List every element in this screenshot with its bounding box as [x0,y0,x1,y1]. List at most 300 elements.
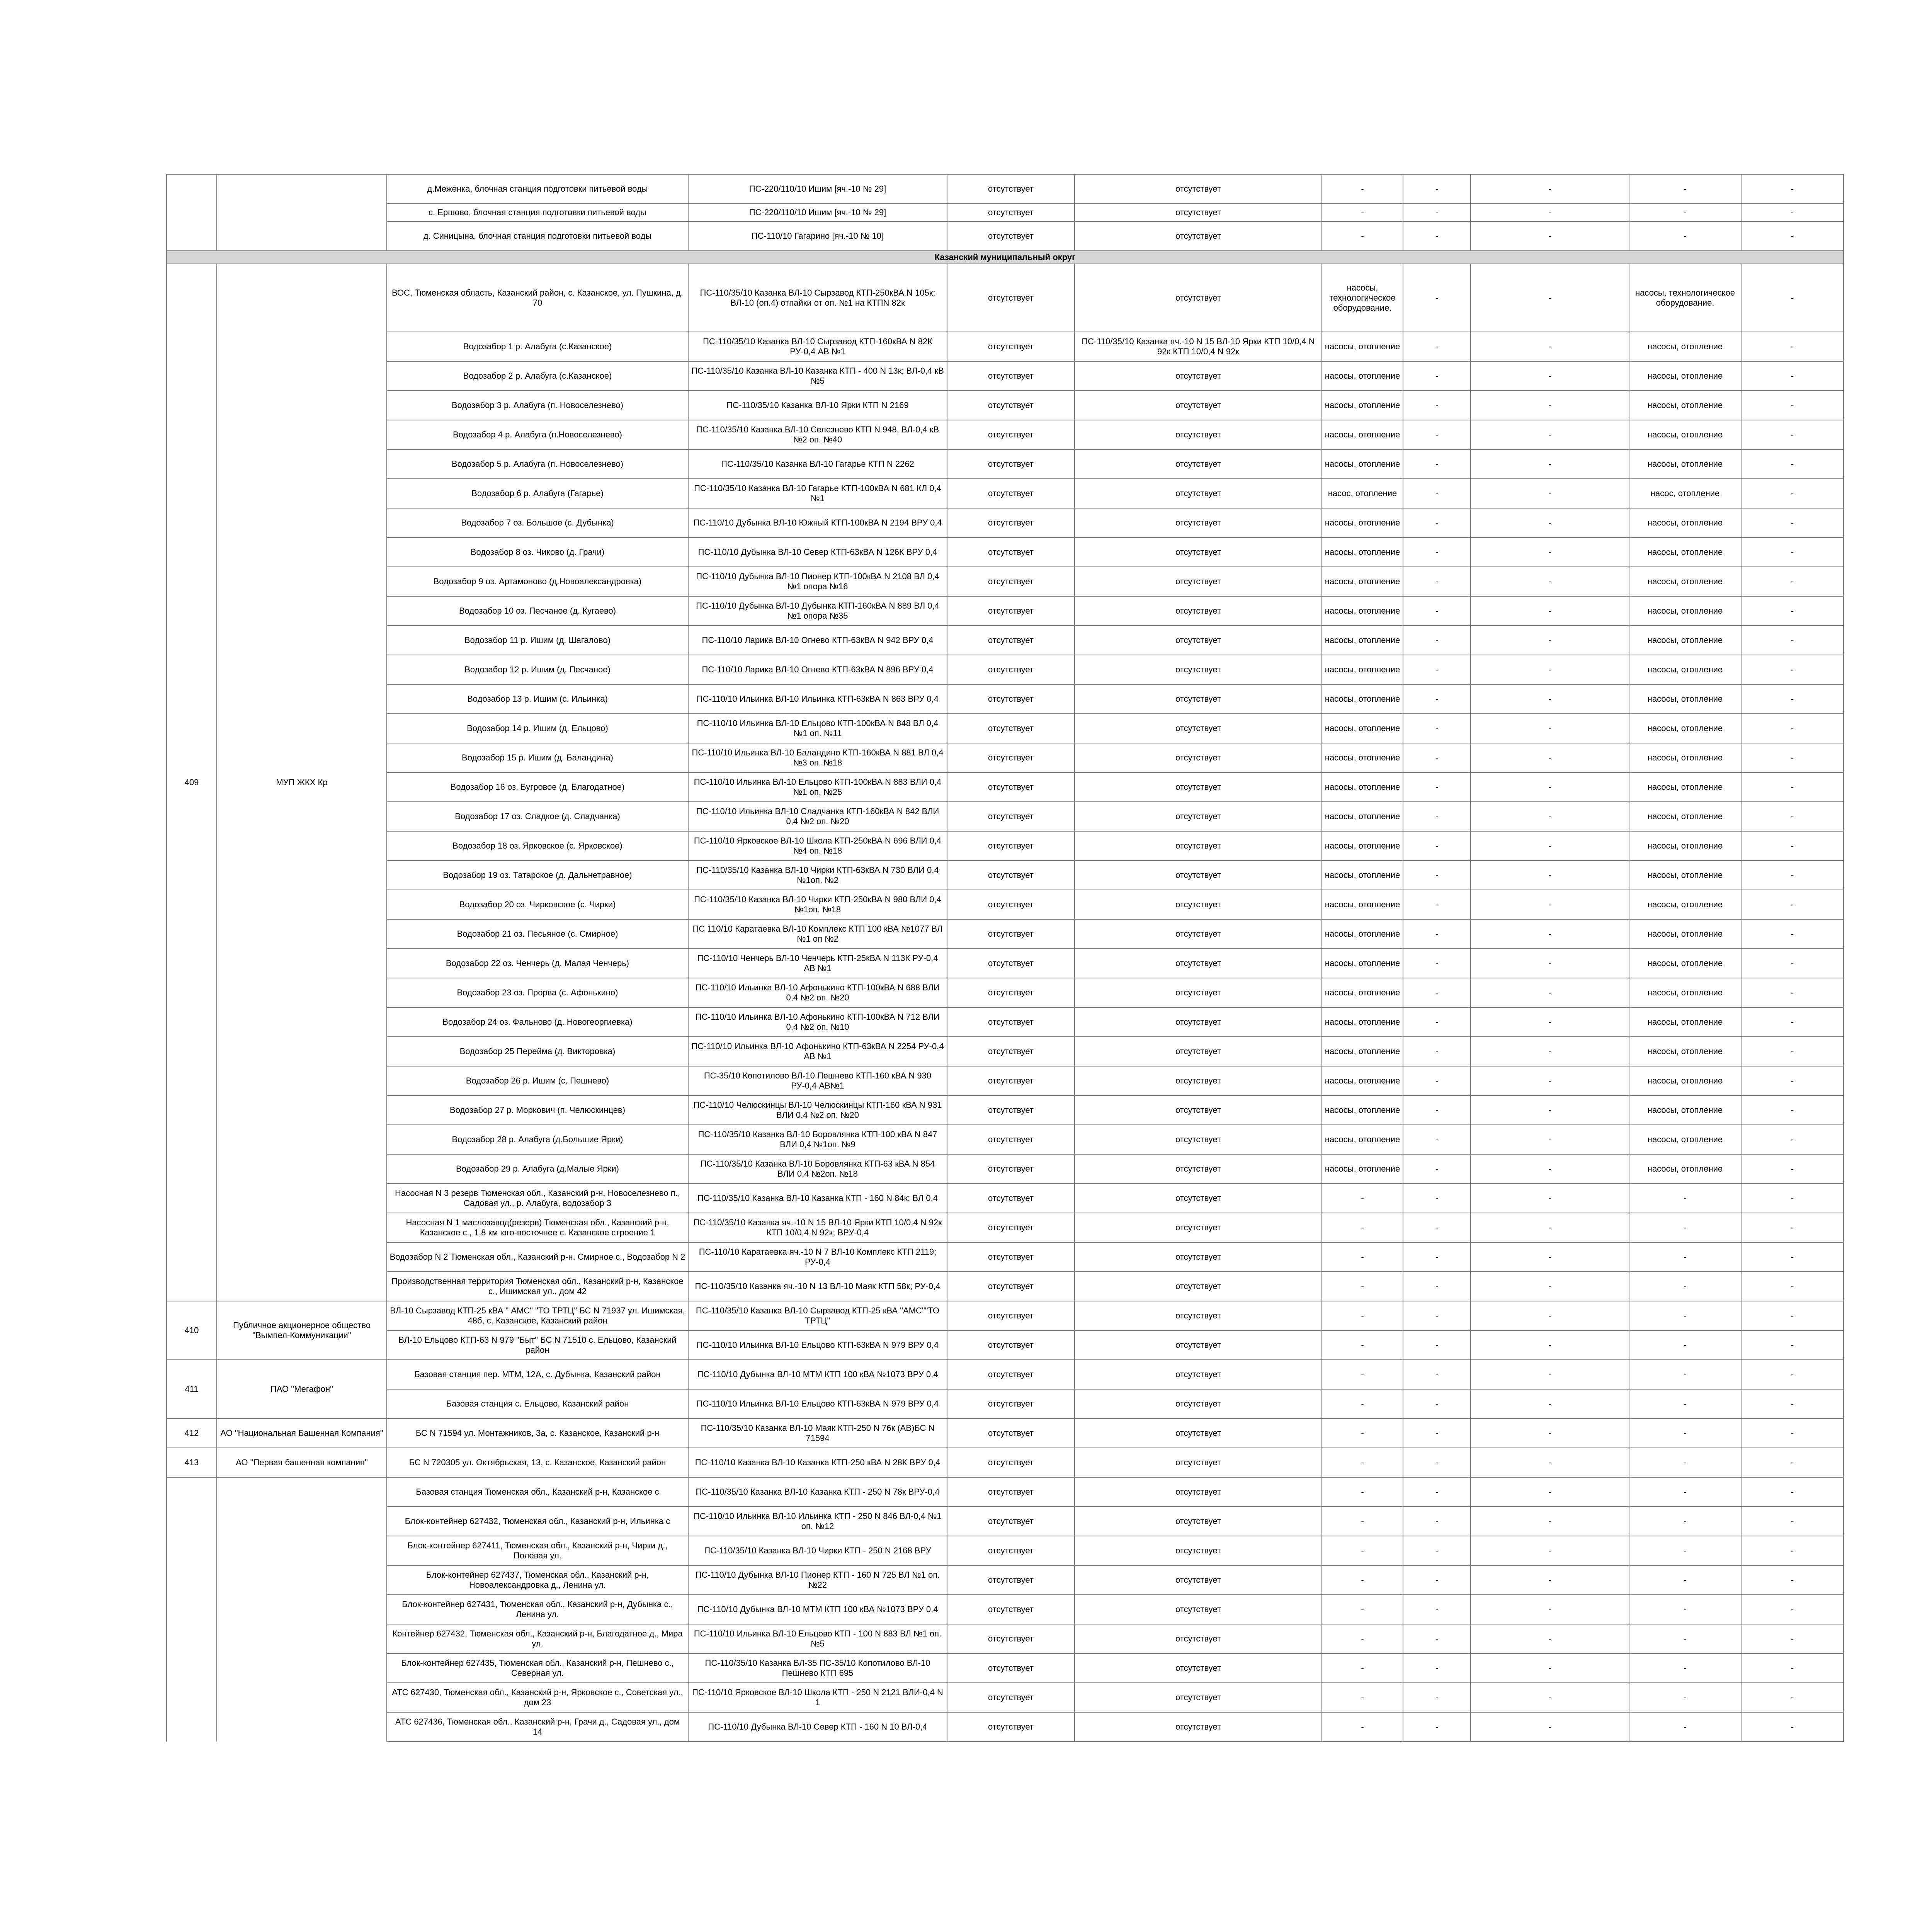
cell-c6: - [1322,1213,1403,1242]
cell-c5: отсутствует [1075,831,1322,861]
cell-c4: отсутствует [947,1184,1075,1213]
cell-c5: отсутствует [1075,949,1322,978]
cell-c6: - [1322,1242,1403,1272]
cell-c8: - [1471,508,1629,538]
cell-c10: - [1741,861,1844,890]
cell-name: АТС 627436, Тюменская обл., Казанский р-н, Грачи д., Садовая ул., дом 14 [387,1712,688,1742]
cell-c6: - [1322,1184,1403,1213]
cell-c4: отсутствует [947,714,1075,743]
cell-num [167,204,217,221]
table-row [167,655,1844,684]
cell-name: Водозабор 9 оз. Артамоново (д.Новоалександровка) [387,567,688,596]
cell-c7: - [1403,1242,1471,1272]
cell-source: ПС-110/10 Ильинка ВЛ-10 Афонькино КТП-63кВА N 2254 РУ-0,4 АВ №1 [688,1037,947,1066]
cell-c8: - [1471,449,1629,479]
cell-c10: - [1741,1095,1844,1125]
cell-c6: насосы, отопление [1322,1066,1403,1095]
cell-c8: - [1471,479,1629,508]
cell-c10: - [1741,1184,1844,1213]
cell-name: Водозабор 22 оз. Ченчерь (д. Малая Ченчерь) [387,949,688,978]
cell-c4: отсутствует [947,1389,1075,1419]
cell-name: ВОС, Тюменская область, Казанский район, с. Казанское, ул. Пушкина, д. 70 [387,264,688,332]
cell-c9: - [1629,1330,1741,1360]
cell-name: БС N 71594 ул. Монтажников, 3а, с. Казанское, Казанский р-н [387,1419,688,1448]
cell-name: Водозабор 19 оз. Татарское (д. Дальнетравное) [387,861,688,890]
table-row [167,1536,1844,1565]
cell-c6: насосы, отопление [1322,508,1403,538]
cell-c4: отсутствует [947,949,1075,978]
cell-c5: отсутствует [1075,1007,1322,1037]
cell-c5: отсутствует [1075,449,1322,479]
cell-source: ПС-110/10 Дубынка ВЛ-10 МТМ КТП 100 кВА №1073 ВРУ 0,4 [688,1360,947,1389]
cell-name: Водозабор 13 р. Ишим (с. Ильинка) [387,684,688,714]
cell-c4: отсутствует [947,1683,1075,1712]
cell-source: ПС-110/35/10 Казанка ВЛ-10 Чирки КТП-250кВА N 980 ВЛИ 0,4 №1оп. №18 [688,890,947,919]
cell-c5: отсутствует [1075,1477,1322,1507]
cell-c9: насосы, отопление [1629,802,1741,831]
cell-c4: отсутствует [947,264,1075,332]
cell-c7: - [1403,949,1471,978]
cell-c5: отсутствует [1075,1037,1322,1066]
cell-source: ПС-110/10 Ильинка ВЛ-10 Афонькино КТП-100кВА N 712 ВЛИ 0,4 №2 оп. №10 [688,1007,947,1037]
cell-c10: - [1741,204,1844,221]
cell-source: ПС-110/35/10 Казанка яч.-10 N 15 ВЛ-10 Ярки КТП 10/0,4 N 92к КТП 10/0,4 N 92к; ВРУ-0,4 [688,1213,947,1242]
table-row [167,1360,1844,1389]
cell-c9: - [1629,1536,1741,1565]
cell-c5: отсутствует [1075,919,1322,949]
cell-c10: - [1741,714,1844,743]
cell-c10: - [1741,626,1844,655]
cell-c5: отсутствует [1075,1301,1322,1330]
cell-name: Водозабор N 2 Тюменская обл., Казанский р-н, Смирное с., Водозабор N 2 [387,1242,688,1272]
cell-name: Блок-контейнер 627432, Тюменская обл., Казанский р-н, Ильинка с [387,1507,688,1536]
cell-c8: - [1471,743,1629,772]
cell-c6: - [1322,1272,1403,1301]
cell-c4: отсутствует [947,204,1075,221]
cell-c9: насосы, отопление [1629,1007,1741,1037]
cell-c4: отсутствует [947,1360,1075,1389]
cell-c7: - [1403,1624,1471,1653]
cell-c5: отсутствует [1075,1272,1322,1301]
cell-c6: - [1322,1477,1403,1507]
table-row [167,919,1844,949]
cell-c4: отсутствует [947,1037,1075,1066]
cell-name: Производственная территория Тюменская обл., Казанский р-н, Казанское с., Ишимская ул., дом 42 [387,1272,688,1301]
cell-c4: отсутствует [947,802,1075,831]
cell-c7: - [1403,714,1471,743]
cell-source: ПС-110/10 Ильинка ВЛ-10 Ельцово КТП-63кВА N 979 ВРУ 0,4 [688,1330,947,1360]
table-row [167,890,1844,919]
cell-c8: - [1471,361,1629,391]
org-name: АО "Первая башенная компания" [217,1448,387,1477]
cell-c10: - [1741,508,1844,538]
table-row [167,204,1844,221]
cell-name: д. Синицына, блочная станция подготовки питьевой воды [387,221,688,251]
cell-c9: насосы, отопление [1629,596,1741,626]
cell-c6: насосы, отопление [1322,567,1403,596]
cell-source: ПС-110/35/10 Казанка ВЛ-10 Чирки КТП-63кВА N 730 ВЛИ 0,4 №1оп. №2 [688,861,947,890]
cell-name: Блок-контейнер 627437, Тюменская обл., Казанский р-н, Новоалександровка д., Ленина ул. [387,1565,688,1595]
cell-c6: насосы, отопление [1322,538,1403,567]
cell-c9: насосы, отопление [1629,978,1741,1007]
cell-source: ПС-110/35/10 Казанка ВЛ-10 Чирки КТП - 250 N 2168 ВРУ [688,1536,947,1565]
cell-c4: отсутствует [947,1125,1075,1154]
cell-c10: - [1741,1565,1844,1595]
cell-c10: - [1741,1037,1844,1066]
cell-c10: - [1741,1624,1844,1653]
table-row [167,1066,1844,1095]
cell-c10: - [1741,479,1844,508]
cell-c8: - [1471,1184,1629,1213]
cell-c10: - [1741,1536,1844,1565]
cell-c8: - [1471,264,1629,332]
cell-source: ПС-110/35/10 Казанка ВЛ-35 ПС-35/10 Копотилово ВЛ-10 Пешнево КТП 695 [688,1653,947,1683]
cell-c9: насосы, отопление [1629,861,1741,890]
cell-c8: - [1471,1095,1629,1125]
cell-name: Блок-контейнер 627435, Тюменская обл., Казанский р-н, Пешнево с., Северная ул. [387,1653,688,1683]
cell-c10: - [1741,1066,1844,1095]
cell-c6: насосы, отопление [1322,772,1403,802]
cell-c7: - [1403,1712,1471,1742]
cell-c10: - [1741,1360,1844,1389]
cell-c7: - [1403,204,1471,221]
cell-c7: - [1403,978,1471,1007]
cell-c8: - [1471,1536,1629,1565]
cell-c5: отсутствует [1075,1242,1322,1272]
table-row [167,1272,1844,1301]
cell-c7: - [1403,1477,1471,1507]
cell-name: Водозабор 25 Перейма (д. Викторовка) [387,1037,688,1066]
cell-c8: - [1471,204,1629,221]
cell-c9: - [1629,1242,1741,1272]
table-row [167,626,1844,655]
cell-c4: отсутствует [947,538,1075,567]
cell-c7: - [1403,655,1471,684]
cell-c5: отсутствует [1075,1507,1322,1536]
cell-c6: насосы, отопление [1322,655,1403,684]
org-number [167,1477,217,1742]
cell-c8: - [1471,890,1629,919]
cell-source: ПС-110/10 Ильинка ВЛ-10 Ельцово КТП-63кВА N 979 ВРУ 0,4 [688,1389,947,1419]
cell-name: Водозабор 14 р. Ишим (д. Ельцово) [387,714,688,743]
cell-source: ПС-110/35/10 Казанка ВЛ-10 Селезнево КТП N 948, ВЛ-0,4 кВ №2 оп. №40 [688,420,947,449]
cell-c5: отсутствует [1075,508,1322,538]
table-row [167,538,1844,567]
cell-c8: - [1471,420,1629,449]
cell-c8: - [1471,221,1629,251]
cell-source: ПС-110/10 Казанка ВЛ-10 Казанка КТП-250 кВА N 28К ВРУ 0,4 [688,1448,947,1477]
cell-c7: - [1403,1301,1471,1330]
cell-c5: отсутствует [1075,978,1322,1007]
cell-num [167,221,217,251]
cell-c9: насосы, отопление [1629,1037,1741,1066]
cell-source: ПС-110/10 Ченчерь ВЛ-10 Ченчерь КТП-25кВА N 113К РУ-0,4 АВ №1 [688,949,947,978]
table-row [167,1330,1844,1360]
cell-c8: - [1471,567,1629,596]
cell-c10: - [1741,1419,1844,1448]
cell-c9: насосы, отопление [1629,420,1741,449]
cell-c5: ПС-110/35/10 Казанка яч.-10 N 15 ВЛ-10 Ярки КТП 10/0,4 N 92к КТП 10/0,4 N 92к [1075,332,1322,361]
cell-source: ПС-110/35/10 Казанка ВЛ-10 Боровлянка КТП-100 кВА N 847 ВЛИ 0,4 №1оп. №9 [688,1125,947,1154]
cell-c5: отсутствует [1075,1389,1322,1419]
table-row [167,1154,1844,1184]
cell-name: Водозабор 26 р. Ишим (с. Пешнево) [387,1066,688,1095]
cell-c9: насосы, отопление [1629,919,1741,949]
cell-name: Водозабор 15 р. Ишим (д. Баландина) [387,743,688,772]
cell-c5: отсутствует [1075,1330,1322,1360]
cell-name: Водозабор 21 оз. Песьяное (с. Смирное) [387,919,688,949]
table-row [167,1683,1844,1712]
cell-c4: отсутствует [947,1242,1075,1272]
cell-c10: - [1741,1125,1844,1154]
cell-c9: насосы, отопление [1629,743,1741,772]
cell-c4: отсутствует [947,1477,1075,1507]
cell-c6: насосы, отопление [1322,332,1403,361]
table-row [167,861,1844,890]
cell-c9: насосы, отопление [1629,567,1741,596]
org-name: ПАО "Мегафон" [217,1360,387,1419]
cell-c9: насосы, отопление [1629,890,1741,919]
cell-c8: - [1471,1595,1629,1624]
cell-c10: - [1741,264,1844,332]
cell-source: ПС-220/110/10 Ишим [яч.-10 № 29] [688,174,947,204]
cell-c6: - [1322,1536,1403,1565]
cell-c10: - [1741,831,1844,861]
table-row [167,1477,1844,1507]
cell-c7: - [1403,919,1471,949]
org-name [217,1477,387,1742]
cell-c6: насосы, отопление [1322,596,1403,626]
cell-c9: насосы, отопление [1629,714,1741,743]
cell-c6: - [1322,221,1403,251]
cell-c6: насосы, отопление [1322,802,1403,831]
cell-c6: насосы, отопление [1322,1007,1403,1037]
cell-c8: - [1471,684,1629,714]
table-row [167,949,1844,978]
cell-c5: отсутствует [1075,1653,1322,1683]
cell-c8: - [1471,391,1629,420]
table-row [167,391,1844,420]
org-name: МУП ЖКХ Кр [217,264,387,1301]
power-supply-table [166,174,1844,1742]
cell-c4: отсутствует [947,861,1075,890]
cell-c7: - [1403,1360,1471,1389]
cell-c9: - [1629,1360,1741,1389]
cell-c8: - [1471,1712,1629,1742]
cell-c6: - [1322,1389,1403,1419]
cell-c7: - [1403,1683,1471,1712]
cell-c10: - [1741,743,1844,772]
cell-source: ПС-110/35/10 Казанка ВЛ-10 Сырзавод КТП-160кВА N 82К РУ-0,4 АВ №1 [688,332,947,361]
cell-c10: - [1741,1301,1844,1330]
cell-c7: - [1403,264,1471,332]
cell-source: ПС-110/35/10 Казанка ВЛ-10 Маяк КТП-250 N 76к (АВ)БС N 71594 [688,1419,947,1448]
cell-name: Контейнер 627432, Тюменская обл., Казанский р-н, Благодатное д., Мира ул. [387,1624,688,1653]
cell-c5: отсутствует [1075,204,1322,221]
cell-c9: насосы, отопление [1629,1095,1741,1125]
cell-c7: - [1403,1007,1471,1037]
cell-c4: отсутствует [947,361,1075,391]
cell-c9: насосы, отопление [1629,449,1741,479]
cell-source: ПС-110/10 Ларика ВЛ-10 Огнево КТП-63кВА N 896 ВРУ 0,4 [688,655,947,684]
cell-c7: - [1403,449,1471,479]
cell-source: ПС-110/10 Ильинка ВЛ-10 Ельцово КТП-100кВА N 848 ВЛ 0,4 №1 оп. №11 [688,714,947,743]
cell-c10: - [1741,1595,1844,1624]
cell-c6: насосы, технологическое оборудование. [1322,264,1403,332]
cell-c9: - [1629,1184,1741,1213]
cell-c7: - [1403,684,1471,714]
cell-c5: отсутствует [1075,1448,1322,1477]
cell-c5: отсутствует [1075,1184,1322,1213]
cell-c9: насосы, отопление [1629,772,1741,802]
cell-c9: - [1629,221,1741,251]
cell-c9: - [1629,1507,1741,1536]
cell-c4: отсутствует [947,831,1075,861]
cell-name: ВЛ-10 Сырзавод КТП-25 кВА " АМС" "ТО ТРТЦ" БС N 71937 ул. Ишимская, 48б, с. Казанское, Казанский район [387,1301,688,1330]
cell-c9: насосы, отопление [1629,949,1741,978]
cell-c8: - [1471,174,1629,204]
cell-c6: насосы, отопление [1322,890,1403,919]
cell-c7: - [1403,626,1471,655]
table-row [167,1419,1844,1448]
cell-c10: - [1741,332,1844,361]
cell-c7: - [1403,1389,1471,1419]
cell-c4: отсутствует [947,1213,1075,1242]
cell-c7: - [1403,831,1471,861]
cell-c7: - [1403,479,1471,508]
cell-c4: отсутствует [947,1565,1075,1595]
cell-c8: - [1471,861,1629,890]
cell-c10: - [1741,1330,1844,1360]
cell-c10: - [1741,978,1844,1007]
cell-source: ПС-110/10 Гагарино [яч.-10 № 10] [688,221,947,251]
cell-name: Водозабор 8 оз. Чиково (д. Грачи) [387,538,688,567]
cell-c5: отсутствует [1075,1595,1322,1624]
cell-c9: - [1629,1565,1741,1595]
table-row [167,1007,1844,1037]
cell-c9: насос, отопление [1629,479,1741,508]
cell-c6: насосы, отопление [1322,684,1403,714]
table-row [167,1653,1844,1683]
cell-c7: - [1403,538,1471,567]
cell-c10: - [1741,1007,1844,1037]
cell-c10: - [1741,1683,1844,1712]
cell-c8: - [1471,1477,1629,1507]
cell-c5: отсутствует [1075,221,1322,251]
table-row [167,684,1844,714]
cell-c8: - [1471,949,1629,978]
cell-c4: отсутствует [947,655,1075,684]
cell-c5: отсутствует [1075,1066,1322,1095]
table-row [167,1037,1844,1066]
cell-source: ПС-110/10 Ильинка ВЛ-10 Сладчанка КТП-160кВА N 842 ВЛИ 0,4 №2 оп. №20 [688,802,947,831]
table-row [167,1213,1844,1242]
table-row [167,479,1844,508]
cell-c5: отсутствует [1075,743,1322,772]
cell-c4: отсутствует [947,772,1075,802]
cell-c7: - [1403,772,1471,802]
cell-c7: - [1403,861,1471,890]
cell-name: АТС 627430, Тюменская обл., Казанский р-н, Ярковское с., Советская ул., дом 23 [387,1683,688,1712]
cell-c10: - [1741,1477,1844,1507]
cell-c6: насосы, отопление [1322,449,1403,479]
cell-c5: отсутствует [1075,1360,1322,1389]
cell-c10: - [1741,655,1844,684]
cell-c5: отсутствует [1075,361,1322,391]
org-number: 410 [167,1301,217,1360]
cell-c5: отсутствует [1075,802,1322,831]
table-row [167,596,1844,626]
cell-c10: - [1741,684,1844,714]
cell-c7: - [1403,1095,1471,1125]
cell-name: Водозабор 5 р. Алабуга (п. Новоселезнево) [387,449,688,479]
section-header-row [167,251,1844,264]
cell-c7: - [1403,1037,1471,1066]
cell-c5: отсутствует [1075,174,1322,204]
cell-source: ПС-110/35/10 Казанка ВЛ-10 Гагарье КТП-100кВА N 681 КЛ 0,4 №1 [688,479,947,508]
table-row [167,1507,1844,1536]
cell-c4: отсутствует [947,1448,1075,1477]
cell-c7: - [1403,1154,1471,1184]
org-number: 411 [167,1360,217,1419]
cell-c6: - [1322,174,1403,204]
cell-c10: - [1741,949,1844,978]
cell-c8: - [1471,1507,1629,1536]
cell-c9: - [1629,1272,1741,1301]
cell-c6: - [1322,204,1403,221]
cell-name: Водозабор 16 оз. Бугровое (д. Благодатное) [387,772,688,802]
cell-c10: - [1741,391,1844,420]
cell-c4: отсутствует [947,743,1075,772]
cell-source: ПС-110/35/10 Казанка ВЛ-10 Казанка КТП - 250 N 78к ВРУ-0,4 [688,1477,947,1507]
cell-c6: насосы, отопление [1322,1095,1403,1125]
cell-c4: отсутствует [947,332,1075,361]
cell-c6: насосы, отопление [1322,391,1403,420]
cell-c8: - [1471,1419,1629,1448]
table-row [167,174,1844,204]
cell-c4: отсутствует [947,174,1075,204]
cell-source: ПС-110/10 Дубынка ВЛ-10 МТМ КТП 100 кВА №1073 ВРУ 0,4 [688,1595,947,1624]
cell-c5: отсутствует [1075,1712,1322,1742]
cell-name: ВЛ-10 Ельцово КТП-63 N 979 "Быт" БС N 71510 с. Ельцово, Казанский район [387,1330,688,1360]
cell-c4: отсутствует [947,479,1075,508]
cell-name: Базовая станция пер. МТМ, 12А, с. Дубынка, Казанский район [387,1360,688,1389]
table-row [167,361,1844,391]
cell-c6: насосы, отопление [1322,949,1403,978]
cell-c5: отсутствует [1075,1095,1322,1125]
cell-c9: насосы, отопление [1629,1125,1741,1154]
cell-c5: отсутствует [1075,1624,1322,1653]
cell-c7: - [1403,1213,1471,1242]
cell-c9: насосы, отопление [1629,655,1741,684]
cell-c4: отсутствует [947,1066,1075,1095]
cell-c5: отсутствует [1075,1565,1322,1595]
table-row [167,1595,1844,1624]
cell-c9: - [1629,1624,1741,1653]
cell-c6: насосы, отопление [1322,978,1403,1007]
cell-c7: - [1403,361,1471,391]
cell-c7: - [1403,1419,1471,1448]
cell-c4: отсутствует [947,890,1075,919]
cell-source: ПС-110/10 Дубынка ВЛ-10 Север КТП - 160 N 10 ВЛ-0,4 [688,1712,947,1742]
cell-c7: - [1403,743,1471,772]
cell-c8: - [1471,332,1629,361]
cell-source: ПС-110/10 Дубынка ВЛ-10 Пионер КТП-100кВА N 2108 ВЛ 0,4 №1 опора №16 [688,567,947,596]
table-row [167,449,1844,479]
cell-source: ПС-110/35/10 Казанка ВЛ-10 Сырзавод КТП-25 кВА "АМС""ТО ТРТЦ" [688,1301,947,1330]
cell-name: с. Ершово, блочная станция подготовки питьевой воды [387,204,688,221]
cell-org [217,204,387,221]
